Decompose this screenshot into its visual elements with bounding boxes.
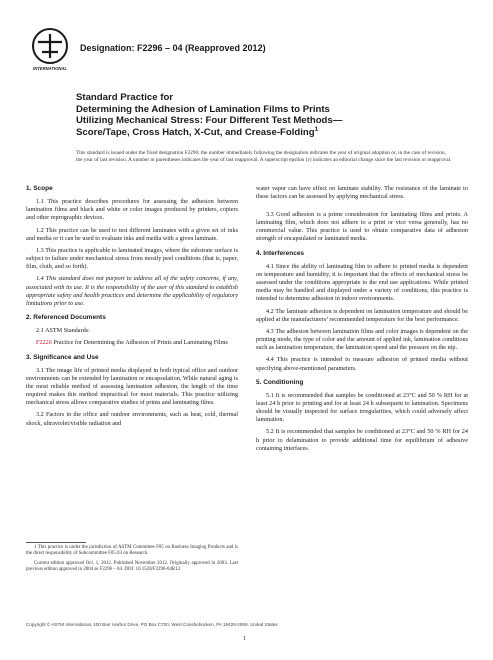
para-3-1: 3.1 The image life of printed media displayed in both typical office and outdoor environments can be extended by lamination or encapsulation. While natural aging is the most reliable method of assessing lamination adhesion, the length of the time required makes this method impractical for most materials. This practice utilizing mechanical stress allows comparative studies of prints and laminating films. bbox=[26, 366, 238, 407]
para-4-3: 4.3 The adhesion between lamination films and color images is dependent on the printing mode, the type of color and the amount of applied ink, lamination conditions such as lamination temperature, the lamination speed and the pressure on the nip. bbox=[256, 327, 468, 352]
title-line-1: Standard Practice for bbox=[76, 92, 174, 103]
astm-logo bbox=[30, 26, 70, 78]
copyright-line: Copyright © ASTM International, 100 Barr Harbor Drive, PO Box C700, West Conshohocken, PA 19428-2959. United States bbox=[26, 622, 278, 627]
title-line-2: Determining the Adhesion of Lamination Films to Prints bbox=[76, 103, 330, 115]
para-3-3: 3.3 Good adhesion is a prime consideration for laminating films and prints. A laminating film, which does not adhere to a print or vice versa generally, has no commercial value. This practice is used to obtain comparative data of adhesion strength of encapsulated or laminated media. bbox=[256, 211, 468, 243]
reference-entry bbox=[36, 339, 238, 347]
para-1-4: 1.4 This standard does not purport to address all of the safety concerns, if any, associated with its use. It is the responsibility of the user of this standard to establish appropriate safety and health practices and determine the applicability of regulatory limitations prior to use. bbox=[26, 275, 238, 307]
logo-wordmark: INTERNATIONAL bbox=[33, 66, 67, 71]
page-number: 1 bbox=[243, 636, 246, 642]
para-2-1: 2.1 ASTM Standards: bbox=[36, 327, 90, 335]
para-4-4: 4.4 This practice is intended to measure adhesion of printed media without specifying above-mentioned parameters. bbox=[256, 356, 468, 372]
title-line-3: Utilizing Mechanical Stress: Four Different Test Methods— bbox=[76, 115, 343, 127]
section-heading-scope: 1. Scope bbox=[26, 185, 53, 192]
right-column bbox=[256, 211, 468, 457]
footnotes bbox=[26, 545, 238, 577]
designation: Designation: F2296 – 04 (Reapproved 2012) bbox=[80, 43, 266, 53]
issued-note: This standard is issued under the fixed designation F2296; the number immediately following the designation indicates the year of original adoption or, in the case of revision, the year of last revision. A number in parentheses indicates the year of last reapproval. A superscript epsilon (ε) indicates an editorial change since the last revision or reapproval. bbox=[76, 150, 452, 164]
footnote-divider bbox=[26, 542, 86, 543]
section-heading-significance: 3. Significance and Use bbox=[26, 353, 99, 361]
para-3-2: 3.2 Factors in the office and outdoor environments, such as heat, cold, thermal shock, ultraviolet/visible radiation and bbox=[26, 411, 238, 427]
para-4-2: 4.2 The laminate adhesion is dependent on lamination temperature and should be applied at the manufacturers’ recommended temperature for the best performance. bbox=[256, 307, 468, 323]
para-3-2-continued: water vapor can have effect on laminate stability. The resistance of the laminate to these factors can be assessed by applying mechanical stress. bbox=[256, 185, 468, 201]
footnote-1: 1 This practice is under the jurisdiction of ASTM Committee F05 on Business Imaging Products and is the direct responsibility of Subcommittee F05.03 on Research. bbox=[26, 545, 238, 557]
left-column bbox=[26, 185, 238, 432]
title-line-4: Score/Tape, Cross Hatch, X-Cut, and Crease-Folding$^1$ bbox=[76, 125, 319, 138]
title-footnote-marker: 1 bbox=[314, 125, 319, 133]
para-1-3: 1.3 This practice is applicable to laminated images, where the substrate surface is subject to failure under mechanical stress from mostly peel conditions (that is, paper, film, cloth, and so forth). bbox=[26, 246, 238, 271]
para-5-2: 5.2 It is recommended that samples be conditioned at 23°C and 50 % RH for 24 h prior to delamination to provide additional time for equilibrium of adhesive containing interfaces. bbox=[256, 428, 468, 452]
para-1-2: 1.2 This practice can be used to test different laminates with a given set of inks and media or it can be used to evaluate inks and media with a given laminate. bbox=[26, 226, 238, 242]
section-heading-interferences: 4. Interferences bbox=[256, 249, 305, 257]
footnote-2: Current edition approved Oct. 1, 2012. Published November 2012. Originally approved in 2003. Last previous edition approved in 2004 as F2296 – 04. DOI: 10.1520/F2296-04R12. bbox=[26, 560, 238, 573]
para-5-1: 5.1 It is recommended that samples be conditioned at 23°C and 50 % RH for at least 24 h prior to printing and for at least 24 h subsequent to lamination. Specimens should be visually inspected for surface irregularities, which could adversely affect lamination. bbox=[256, 391, 468, 424]
section-heading-referenced: 2. Referenced Documents bbox=[26, 314, 106, 322]
reference-title: Practice for Determining the Adhesion of Prints and Laminating Films bbox=[53, 339, 228, 347]
document-title bbox=[76, 92, 436, 138]
para-4-1: 4.1 Since the ability of laminating film to adhere to printed media is dependent on temperature and humidity, it is important that the effects of mechanical stress be assessed under the conditions appropriate to the end use applications. While printed media may be handled and displayed under a variety of conditions, this practice is intended to determine adhesion in indoor environments. bbox=[256, 262, 468, 303]
para-1-1: 1.1 This practice describes procedures for assessing the adhesion between lamination films and black and white or color images produced by printers, copiers and other reprographic devices. bbox=[26, 198, 238, 222]
section-heading-conditioning: 5. Conditioning bbox=[256, 378, 304, 386]
reference-code-link[interactable]: F2226 bbox=[36, 339, 52, 347]
